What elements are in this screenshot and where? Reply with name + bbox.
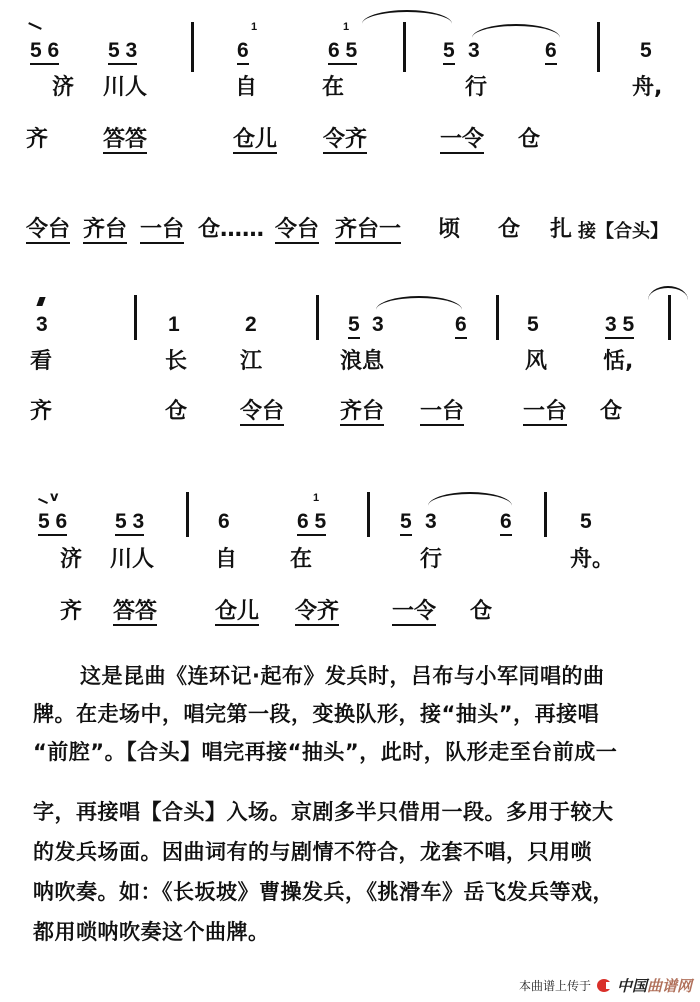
breath-mark (28, 22, 42, 30)
bar-line (544, 492, 547, 537)
grace-note: 1 (343, 21, 350, 33)
percussion-syllable: 仓 (165, 399, 188, 424)
paragraph-line: 的发兵场面。因曲词有的与剧情不符合，龙套不唱，只用唢 (33, 840, 592, 864)
note: 3 (425, 510, 437, 533)
paragraph-line: “前腔”。【合头】唱完再接“抽头”，此时，队形走至台前成一 (33, 740, 618, 764)
percussion-syllable: 一令 (440, 127, 485, 152)
lyric: 舟。 (570, 547, 615, 572)
note: 5 (348, 314, 360, 336)
watermark-footer (519, 975, 692, 996)
note: 6 (500, 511, 512, 533)
note: 1 (168, 313, 180, 336)
paragraph-line: 这是昆曲《连环记·起布》发兵时，吕布与小军同唱的曲 (80, 664, 605, 688)
percussion-syllable: 令台 (240, 399, 285, 424)
note: 2 (245, 313, 257, 336)
slur (362, 10, 452, 24)
percussion-syllable: 齐台 (340, 399, 385, 424)
site-logo-text-part2: 曲谱网 (646, 977, 692, 995)
breath-mark-v: v (50, 490, 59, 505)
percussion-syllable: 一令 (392, 599, 437, 624)
percussion-syllable: 一台 (523, 399, 568, 424)
paragraph-line: 呐吹奏。如：《长坂坡》曹操发兵，《挑滑车》岳飞发兵等戏， (33, 880, 614, 904)
percussion-syllable: 仓儿 (233, 127, 278, 152)
percussion-syllable: 一台 (140, 217, 185, 242)
paragraph-line: 字，再接唱【合头】入场。京剧多半只借用一段。多用于较大 (33, 800, 614, 824)
accent-mark (36, 297, 45, 306)
lyric: 川人 (110, 547, 155, 572)
lyric: 在 (290, 547, 313, 572)
percussion-syllable: 仓…… (198, 217, 265, 242)
percussion-syllable: 仓 (470, 599, 493, 624)
slur (472, 24, 560, 38)
note: 6 5 (297, 511, 326, 533)
grace-note: 1 (313, 492, 320, 504)
percussion-syllable: 令台 (26, 217, 71, 242)
lyric: 风 (525, 349, 548, 374)
lyric: 长 (165, 349, 188, 374)
site-logo-text-part1: 中国 (616, 977, 647, 995)
upload-text: 本曲谱上传于 (518, 979, 591, 993)
lyric: 自 (235, 75, 258, 100)
percussion-syllable: 一台 (420, 399, 465, 424)
lyric: 浪息 (340, 349, 385, 374)
breath-mark (38, 498, 48, 504)
lyric: 看 (30, 349, 53, 374)
bar-line (496, 295, 499, 340)
note: 5 (400, 511, 412, 533)
lyric: 江 (240, 349, 263, 374)
percussion-syllable: 齐 (30, 399, 53, 424)
percussion-syllable: 仓 (498, 217, 521, 242)
bar-line (597, 22, 600, 72)
slur (376, 296, 462, 310)
note: 5 (580, 510, 592, 533)
percussion-syllable: 齐台 (83, 217, 128, 242)
bar-line (668, 295, 671, 340)
note: 6 (237, 40, 249, 62)
percussion-syllable: 顷 (438, 217, 461, 242)
lyric: 行 (465, 75, 488, 100)
percussion-syllable: 仓 (518, 127, 541, 152)
lyric: 自 (215, 547, 238, 572)
percussion-syllable: 齐 (26, 127, 49, 152)
bar-line (316, 295, 319, 340)
note: 5 3 (108, 40, 137, 62)
percussion-syllable: 答答 (103, 127, 148, 152)
percussion-syllable: 仓 (600, 399, 623, 424)
percussion-syllable: 齐 (60, 599, 83, 624)
note: 6 (218, 510, 230, 533)
bar-line (191, 22, 194, 72)
lyric: 舟, (632, 75, 663, 100)
bar-line (367, 492, 370, 537)
lyric: 济 (60, 547, 83, 572)
bar-line (403, 22, 406, 72)
note: 3 5 (605, 314, 634, 336)
note: 3 (372, 313, 384, 336)
note: 5 6 (38, 511, 67, 533)
percussion-syllable: 答答 (113, 599, 158, 624)
lyric: 川人 (103, 75, 148, 100)
note: 3 (36, 313, 48, 336)
site-logo-icon (597, 979, 611, 992)
percussion-syllable: 令齐 (295, 599, 340, 624)
slur (428, 492, 512, 506)
lyric: 济 (52, 75, 75, 100)
percussion-cue: 接【合头】 (578, 221, 668, 242)
paragraph-line: 都用唢呐吹奏这个曲牌。 (33, 920, 270, 944)
note: 6 5 (328, 40, 357, 62)
note: 6 (545, 40, 557, 62)
paragraph-line: 牌。在走场中，唱完第一段，变换队形，接“抽头”，再接唱 (33, 702, 600, 726)
note: 5 (443, 40, 455, 62)
note: 3 (468, 39, 480, 62)
note: 5 (527, 313, 539, 336)
percussion-syllable: 令齐 (323, 127, 368, 152)
note: 5 6 (30, 40, 59, 62)
bar-line (186, 492, 189, 537)
note: 6 (455, 314, 467, 336)
percussion-syllable: 令台 (275, 217, 320, 242)
lyric: 在 (322, 75, 345, 100)
note: 5 3 (115, 511, 144, 533)
lyric: 恬, (603, 349, 634, 374)
lyric: 行 (420, 547, 443, 572)
percussion-syllable: 齐台一 (335, 217, 402, 242)
note: 5 (640, 39, 652, 62)
percussion-syllable: 仓儿 (215, 599, 260, 624)
grace-note: 1 (251, 21, 258, 33)
bar-line (134, 295, 137, 340)
percussion-syllable: 扎 (550, 217, 573, 242)
